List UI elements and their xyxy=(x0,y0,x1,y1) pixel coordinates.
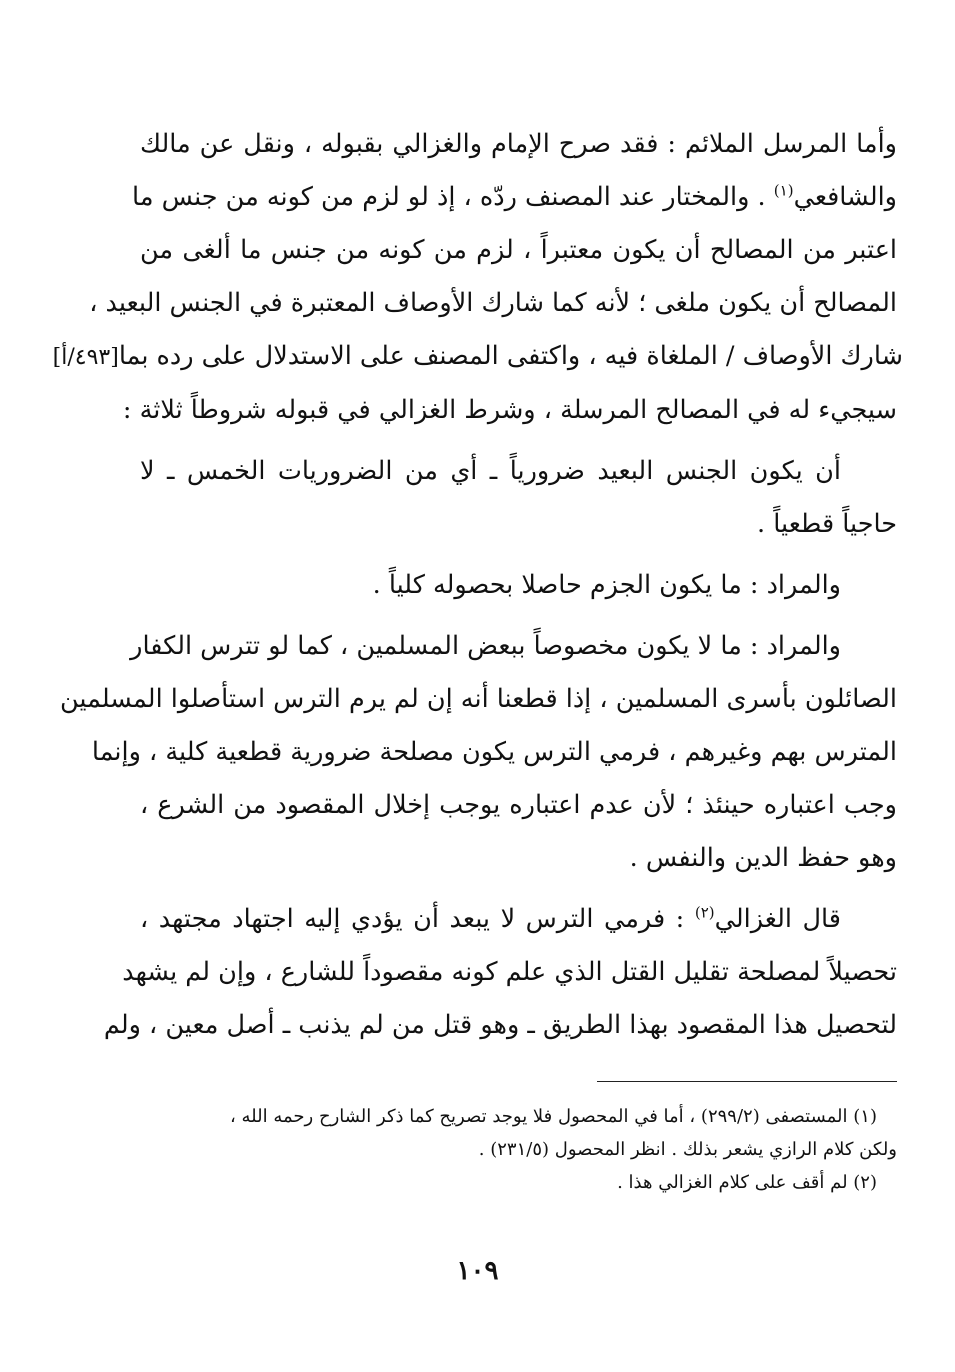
text-segment: والشافعي xyxy=(793,182,897,212)
text-line: المترس بهم وغيرهم ، فرمي الترس يكون مصلحة ضرورية قطعية كلية ، وإنما xyxy=(91,737,897,767)
text-line: تحصيلاً لمصلحة تقليل القتل الذي علم كونه مقصوداً للشارع ، وإن لم يشهد xyxy=(122,957,897,987)
page-number: ١٠٩ xyxy=(456,1256,499,1286)
text-line: وجب اعتباره حينئذ ؛ لأن عدم اعتباره يوجب إخلال المقصود من الشرع ، xyxy=(140,790,897,820)
text-line: سيجيء له في المصالح المرسلة ، وشرط الغزالي في قبوله شروطاً ثلاثة : xyxy=(122,395,897,425)
text-line: وهو حفظ الدين والنفس . xyxy=(629,843,897,873)
text-line: وأما المرسل الملائم : فقد صرح الإمام والغزالي بقبوله ، ونقل عن مالك xyxy=(140,129,897,159)
footnote-ref-2[interactable]: (٢) xyxy=(694,903,715,922)
text-line: المصالح أن يكون ملغى ؛ لأنه كما شارك الأوصاف المعتبرة في الجنس البعيد ، xyxy=(89,288,897,318)
footnote-1-continuation: ولكن كلام الرازي يشعر بذلك . انظر المحصول (٢٣١/٥) . xyxy=(478,1139,897,1160)
text-line: أن يكون الجنس البعيد ضرورياً ـ أي من الضروريات الخمس ـ لا xyxy=(140,456,841,486)
footnote-2: (٢) لم أقف على كلام الغزالي هذا . xyxy=(617,1172,877,1193)
text-line: والمراد : ما لا يكون مخصوصاً ببعض المسلمين ، كما لو تترس الكفار xyxy=(130,631,841,661)
text-line xyxy=(52,330,903,384)
text-line: الصائلون بأسرى المسلمين ، إذا قطعنا أنه إن لم يرم الترس استأصلوا المسلمين xyxy=(60,684,897,714)
text-line: حاجياً قطعياً . xyxy=(757,509,897,539)
text-line xyxy=(132,171,897,224)
text-line xyxy=(140,893,897,946)
text-line: والمراد : ما يكون الجزم حاصلا بحصوله كلياً . xyxy=(372,570,841,600)
text-segment: شارك الأوصاف / الملغاة فيه ، واكتفى المصنف على الاستدلال على رده بما xyxy=(118,341,903,371)
text-segment: قال الغزالي xyxy=(714,904,841,934)
text-line: اعتبر من المصالح أن يكون معتبراً ، لزم من كونه من جنس ما ألغى من xyxy=(140,235,897,265)
footnote-1: (١) المستصفى (٢٩٩/٢) ، أما في المحصول فلا يوجد تصريح كما ذكر الشارح رحمه الله ، xyxy=(230,1106,877,1127)
manuscript-folio-marker: [٤٩٣/أ] xyxy=(52,345,119,370)
text-segment: . والمختار عند المصنف ردّه ، إذ لو لزم من كونه من جنس ما xyxy=(132,182,774,212)
main-text xyxy=(52,118,903,1052)
footnote-ref-1[interactable]: (١) xyxy=(773,181,794,200)
footnotes xyxy=(148,1100,897,1199)
text-line: لتحصيل هذا المقصود بهذا الطريق ـ وهو قتل من لم يذنب ـ أصل معين ، ولم xyxy=(103,1010,897,1040)
text-segment: : فرمي الترس لا يبعد أن يؤدي إليه اجتهاد مجتهد ، xyxy=(140,904,695,934)
footnote-separator xyxy=(597,1081,897,1082)
